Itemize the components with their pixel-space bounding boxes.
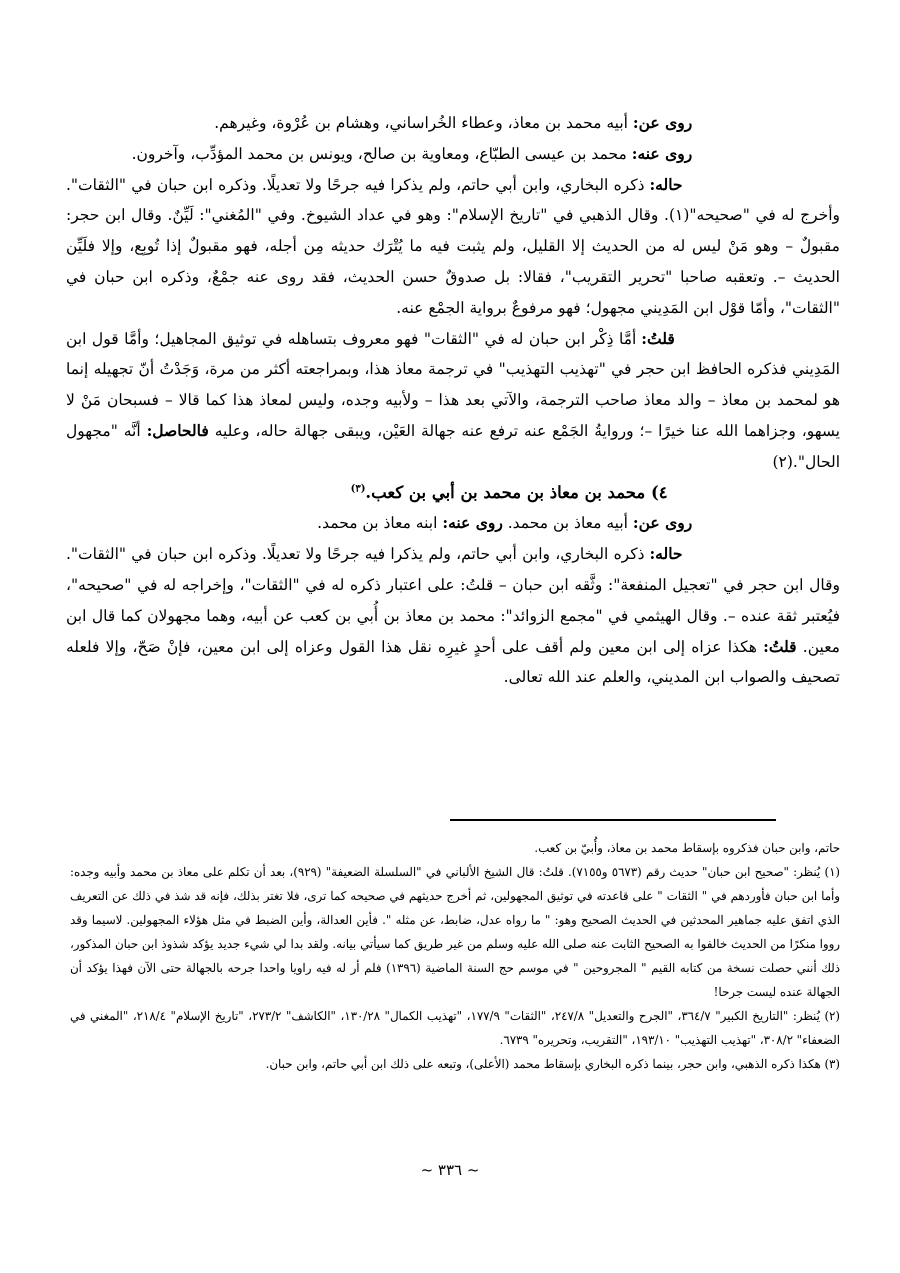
label: روى عنه: bbox=[631, 143, 693, 163]
entry-heading bbox=[66, 478, 840, 509]
label: حاله: bbox=[649, 544, 683, 564]
narrated-from-para bbox=[66, 108, 840, 139]
label: روى عن: bbox=[632, 113, 693, 132]
footnotes bbox=[70, 836, 840, 1076]
text: هكذا عزاه إلى ابن معين ولم أقف على أحدٍ غيرِه نقل هذا القول وعزاه إلى ابن معين، فإنْ صَحّ، وإلا فلعله تصحيف والصواب ابن المديني، والعلم عند الله تعالى. bbox=[66, 637, 840, 687]
label: روى عنه: bbox=[442, 513, 503, 533]
narrated-by-para bbox=[66, 139, 840, 170]
text: أبيه معاذ بن محمد. bbox=[502, 514, 633, 533]
heading-text: ٤) محمد بن معاذ بن محمد بن أبي بن كعب. bbox=[365, 482, 668, 502]
text: أبيه محمد بن معاذ، وعطاء الخُراساني، وهشام بن عُرْوة، وغيرهم. bbox=[214, 114, 633, 132]
label: حاله: bbox=[649, 174, 683, 194]
footnote-2: (٢) يُنظر: "التاريخ الكبير" ٣٦٤/٧، "الجرح والتعديل" ٢٤٧/٨، "الثقات" ١٧٧/٩، "تهذيب الكمال" ١٣٠/٢٨، "الكاشف" ٢٧٣/٢، "تاريخ الإسلام" ٢١٨/٤، "المغني في الضعفاء" ٣٠٨/٢، "تهذيب التهذيب" ١٩٣/١٠، "التقريب، وتحريره" ٦٧٣٩. bbox=[70, 1009, 840, 1047]
narration-para bbox=[66, 508, 840, 539]
main-text bbox=[66, 108, 840, 693]
comment-para bbox=[66, 324, 840, 478]
text: أمَّا ذِكْر ابن حبان له في "الثقات" فهو معروف بتساهله في توثيق المجاهيل؛ وأمَّا قول ابن المَدِيني فذكره الحافظ ابن حجر في "تهذيب التهذيب" في ترجمة معاذ هذا، وبمراجعته أكثر من مرة، وَجَدْتُ أنّ تجهيله إنما هو لمحمد بن معاذ – والد معاذ صاحب الترجمة، والآتي بعد هذا – ولأبيه وجده، وليس لمعاذ هذا كما قالا – فسبحان مَنْ لا يسهو، وجزاهما الله عنا خيرًا –؛ وروايةُ الجَمْع عنه ترفع عنه جهالة العَيْن، ويبقى جهالة حاله، وعليه bbox=[66, 329, 840, 440]
text: ابنه معاذ بن محمد. bbox=[317, 514, 443, 533]
status-para-2 bbox=[66, 539, 840, 693]
footnote-3: (٣) هكذا ذكره الذهبي، وابن حجر، بينما ذكره البخاري بإسقاط محمد (الأعلى)، وتبعه على ذلك ابن أبي حاتم، وابن حبان. bbox=[265, 1057, 840, 1071]
text: ذكره البخاري، وابن أبي حاتم، ولم يذكرا فيه جرحًا ولا تعديلًا. وذكره ابن حبان في "الثقات". وأخرج له في "صحيحه"(١). وقال الذهبي في "تاريخ الإسلام": وهو في عداد الشيوخ. وفي "المُغني": لَيِّنٌ. وقال ابن حجر: مقبولٌ – وهو مَنْ ليس له من الحديث إلا القليل، ولم يثبت فيه ما يُتْرَك حديثه مِن أجله، فهو مقبولٌ إذا تُوبِع، وإلا فلَيِّن الحديث –. وتعقبه صاحبا "تحرير التقريب"، فقالا: بل صدوقٌ حسن الحديث، فقد روى عنه جمْعٌ، وذكره ابن حبان في "الثقات"، وأمّا قوْل ابن المَدِيني مجهول؛ فهو مرفوعٌ برواية الجمْع عنه. bbox=[66, 175, 840, 317]
footnote-continuation: حاتم، وابن حبان فذكروه بإسقاط محمد بن معاذ، وأُبيّ بن كعب. bbox=[534, 841, 840, 855]
text: محمد بن عيسى الطبّاع، ومعاوية بن صالح، ويونس بن محمد المؤدِّب، وآخرون. bbox=[131, 144, 632, 163]
label: قلتُ: bbox=[641, 328, 675, 348]
status-para bbox=[66, 170, 840, 324]
conclusion-text: أنَّه "مجهول الحال".(٢) bbox=[66, 421, 840, 471]
footnote-1: (١) يُنظر: "صحيح ابن حبان" حديث رقم (٥٦٧٣ و٧١٥٥). قلتُ: قال الشيخ الألباني في "السلسلة الضعيفة" (٩٢٩)، بعد أن تكلم على معاذ بن محمد وأبيه وجده: وأما ابن حبان فأوردهم في " الثقات " على قاعدته في توثيق المجهولين، ثم أخرج حديثهم في صحيحه كما ترى، فلا تغتر بذلك، فإنه قد شذ في ذلك عن التعريف الذي اتفق عليه جماهير المحدثين في الحديث الصحيح وهو: " ما رواه عدل، ضابط، عن مثله ". فأين العدالة، وأين الضبط في مثل هؤلاء المجهولين. لاسيما وقد رووا منكرًا من الحديث خالفوا به الصحيح الثابت عنه صلى الله عليه وسلم من غير طريق كما سيأتي بيانه. ولقد بدا لي شيء جديد يؤكد شذوذ ابن حبان المذكور، ذلك أنني حصلت نسخة من كتابه القيم " المجروحين " في موسم حج السنة الماضية (١٣٩٦) فلم أر له فيه راويا واحدا جرحه بالجهالة حتى الآن فهذا يؤكد أن الجهالة عنده ليست جرحا! bbox=[70, 865, 841, 999]
label: قلتُ: bbox=[763, 636, 797, 656]
footnote-ref: (٣) bbox=[350, 483, 366, 495]
footnote-separator bbox=[450, 819, 776, 821]
label: روى عن: bbox=[632, 513, 693, 533]
page-number: ~ ٣٣٦ ~ bbox=[420, 1161, 480, 1179]
text: ذكره البخاري، وابن أبي حاتم، ولم يذكرا فيه جرحًا ولا تعديلًا. وذكره ابن حبان في "الثقات". وقال ابن حجر في "تعجيل المنفعة": وثَّقه ابن حبان – قلتُ: على اعتبار ذكره له في "الثقات"، وإخراجه له في "صحيحه"، فيُعتبر ثقة عنده –. وقال الهيثمي في "مجمع الزوائد": محمد بن معاذ بن أُبي بن كعب عن أبيه، وهما مجهولان كما قال ابن معين. bbox=[66, 545, 840, 656]
conclusion-label: فالحاصل: bbox=[146, 420, 209, 440]
